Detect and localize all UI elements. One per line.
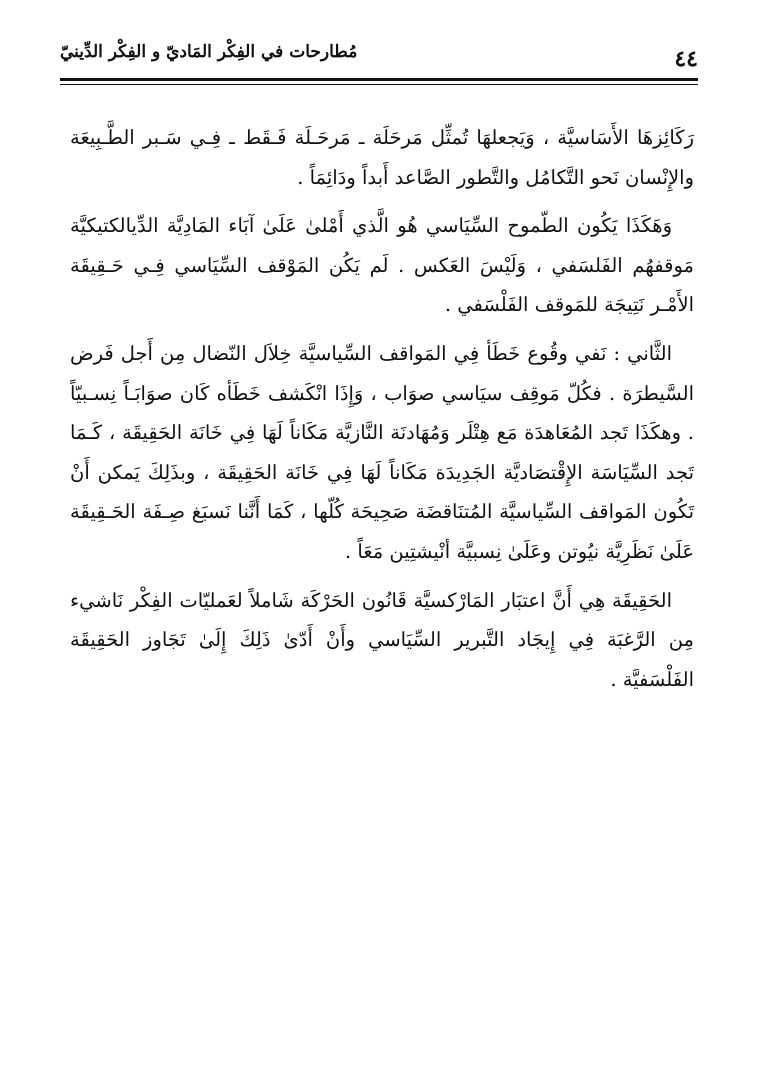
- paragraph-2: وَهَكَذَا يَكُون الطّموح السِّيَاسي هُو الَّذي أَمْلىٰ عَلَىٰ آبَاء المَادِيَّة الدِّيالكتيكيَّة مَوقفهُم الفَلسَفي ، وَلَيْسَ العَكس . لَم يَكُن المَوْقف السِّيَاسي فِـي حَـقِيقَة الأَمْـر نَتِيجَة للمَوقف الفَلْسَفي .: [70, 214, 694, 317]
- running-header: [60, 40, 698, 74]
- header-rule-thin: [60, 84, 698, 85]
- paragraph-1: رَكَائِزهَا الأَسَاسيَّة ، وَيَجعلهَا تُمثِّل مَرحَلَة ـ مَرحَـلَة فَـقَط ـ فِـي سَـبر الطَّـبِيعَة والإِنْسان نَحو التَّكامُل والتَّطور الصَّاعد أَبداً ودَائِمَاً .: [70, 126, 694, 189]
- header-rule: [60, 78, 698, 81]
- page-number: ٤٤: [674, 46, 698, 72]
- body-text: [70, 118, 694, 708]
- running-header-title: مُطارحات في الفِكْر المَاديّ و الفِكْر الدِّينيّ: [60, 42, 358, 62]
- paragraph-3: الثَّاني : نَفي وقُوع خَطَأ فِي المَواقف السِّياسيَّة خِلاَل النّضال مِن أَجل فَرض السَّيطرَة . فكُلّ مَوقِف سيَاسي صوَاب ، وَإِذَا انْكَشف خَطَأه كَان صوَابَـاً نِسـبيّاً . وهكَذَا تَجد المُعَاهدَة مَع هِتْلَر وَمُهَادنَة النَّازيَّة مَكَاناً لَهَا فِي خَانَة الحَقِيقَة ، كَـمَا تَجد السِّيَاسَة الإِقْتصَاديَّة الجَدِيدَة مَكَاناً لَهَا فِي خَانَة الحَقِيقَة ، وبذَلِكَ يَمكن أَنْ تَكُون المَواقف السِّياسيَّة المُتنَاقضَة صَحِيحَة كُلّها ، كَمَا أَنَّنا نَسبَغ صِـفَة الحَـقِيقَة عَلَىٰ نَظَرِيَّة نيُوتن وعَلَىٰ نِسبيَّة أنْيشتِين مَعَاً .: [70, 341, 694, 563]
- paragraph-4: الحَقِيقَة هِي أَنَّ اعتبَار المَارْكسيَّة قَانُون الحَرْكَة شَاملاً لعَمليّات الفِكْر نَاشيء مِن الرَّغبَة فِي إِيجَاد التَّبرير السِّيَاسي وأَنْ أَدّىٰ ذَلِكَ إِلَىٰ تَجَاوز الحَقِيقَة الفَلْسَفيَّة .: [70, 588, 694, 691]
